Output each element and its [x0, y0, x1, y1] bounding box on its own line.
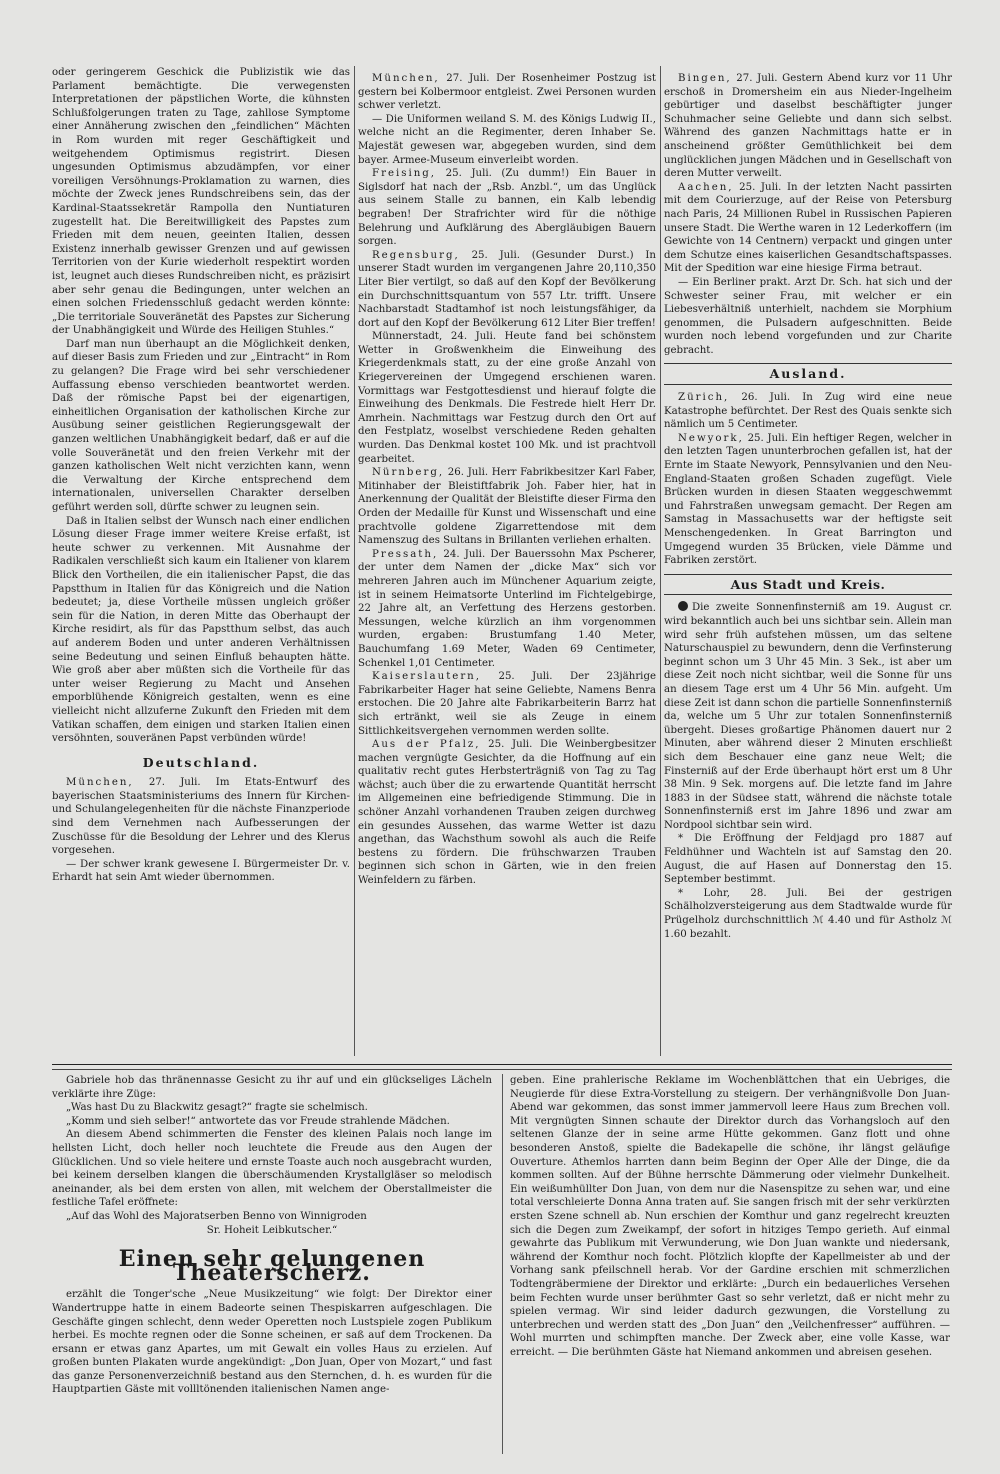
news-item: Münnerstadt, 24. Juli. Heute fand bei schönstem Wetter in Großwenkheim die Einweihung des Kriegerdenkmals statt, zu der eine große Anzahl von Kriegervereinen der Umgegend erschienen waren. Vormittags war Festgottesdienst und hierauf folgte die Einweihung des Denkmals. Die Festrede hielt Herr Dr. Amrhein. Nachmittags war Festzug durch den Ort auf den Festplatz, woselbst verschiedene Reden gehalten wurden. Das Denkmal kostet 100 Mk. und ist prachtvoll gearbeitet.: [358, 331, 656, 465]
column-divider: [354, 66, 355, 1056]
news-item: [664, 601, 952, 832]
dateline-place: Nürnberg,: [372, 467, 445, 479]
news-text: 26. Juli. In Zug wird eine neue Katastrophe befürchtet. Der Rest des Quais senkte sich nämlich um 5 Centimeter.: [664, 392, 952, 431]
feuilleton-column-1: [52, 1074, 492, 1464]
column-divider: [502, 1074, 503, 1454]
dateline-place: Freising,: [372, 168, 437, 180]
dateline-place: Newyork,: [678, 432, 744, 444]
dateline-place: Regensburg,: [372, 249, 460, 261]
news-item: [358, 249, 656, 331]
dateline-place: München,: [66, 777, 134, 789]
dateline-place: München,: [372, 73, 440, 84]
column-divider: [660, 66, 661, 1056]
toast-line: „Auf das Wohl des Majoratserben Benno von Winnigroden: [66, 1210, 367, 1222]
news-text: 25. Juli. Ein heftiger Regen, welcher in den letzten Tagen ununterbrochen gefallen ist, hat der Ernte im Staate Newyork, Pennsylvanien und den Neu-England-Staaten großen Schaden zugefügt. Viele Brücken wurden in diesen Staaten weggeschwemmt und Fahrstraßen unwegsam gemacht. Der Regen am Samstag in Massachusetts war der heftigste seit Menschengedenken. In Great Barrington und Umgegend wurden 35 Brücken, viele Dämme und Fabriken zerstört.: [664, 432, 952, 567]
news-item: [358, 167, 656, 249]
news-item: [664, 181, 952, 276]
section-heading-deutschland: Deutschland.: [142, 754, 260, 770]
solid-circle-icon: [678, 601, 688, 611]
dateline-place: Zürich,: [678, 392, 730, 404]
news-item: [358, 72, 656, 113]
story-headline: Einen sehr gelungenen Theaterscherz.: [118, 1246, 426, 1286]
signature-line: Sr. Hoheit Leibkutscher.“: [206, 1224, 338, 1236]
article-paragraph: Daß in Italien selbst der Wunsch nach einer endlichen Lösung dieser Frage immer weitere Kreise erfaßt, ist heute schwer zu verkennen. Mit Ausnahme der Radikalen verschließt sich kaum ein Italiener von klarem Blick den Vortheilen, die ein italienischer Papst, die das Papstthum in Italien für das Königreich und die Nation bedeutet; ja, diese Vortheile müssen ungleich größer sein für die Nation, in deren Mitte das Oberhaupt der Kirche residirt, als für das Papstthum selbst, das auch auf anderem Boden und unter anderen Verhältnissen seine Bedeutung und seinen Einfluß behaupten hätte. Wie groß aber aber müßten sich die Vortheile für das unter weiser Regierung zu Macht und Ansehen emporblühende Königreich gestalten, wenn es eine vielleicht nicht allzuferne Zukunft den Frieden mit dem Vatikan schaffen, dem einigen und starken Italien einen versöhnten, souveränen Papst verbünden würde!: [52, 515, 350, 745]
news-text: 27. Juli. Der Rosenheimer Postzug ist gestern bei Kolbermoor entgleist. Zwei Personen wurden schwer verletzt.: [358, 73, 656, 112]
column-3: [664, 72, 952, 1062]
story-paragraph: Gabriele hob das thränennasse Gesicht zu ihr auf und ein glückseliges Lächeln verklärte ihre Züge:: [52, 1075, 492, 1100]
news-text: 25. Juli. Der 23jährige Fabrikarbeiter Hager hat seine Geliebte, Namens Benra erstochen. Die 20 Jahre alte Fabrikarbeiterin Barrz hat sich ertränkt, weil sie als Zeuge in einem Sittlichkeitsvergehen vernommen werden sollte.: [358, 671, 656, 737]
news-text: 25. Juli. In der letzten Nacht passirten mit dem Courierzuge, auf der Reise von Petersburg nach Paris, 24 Millionen Rubel in Russischen Papieren unsere Stadt. Die Werthe waren in 12 Lederkoffern (im Gewichte von 14 Centnern) verpackt und gingen unter dem Schutze eines kaiserlichen Gesandtschaftspasses. Mit der Spedition war eine hiesige Firma betraut.: [664, 181, 952, 275]
dateline-place: Aus der Pfalz,: [372, 739, 481, 751]
news-text: 25. Juli. (Zu dumm!) Ein Bauer in Siglsdorf hat nach der „Rsb. Anzbl.“, um das Unglück aus seinem Stalle zu bannen, ein Kalb lebendig begraben! Der Strafrichter wird für die nöthige Belehrung und Aufklärung des Abergläubigen Bauern sorgen.: [358, 168, 656, 248]
news-item: — Der schwer krank gewesene I. Bürgermeister Dr. v. Erhardt hat sein Amt wieder übernommen.: [52, 858, 350, 884]
news-item: — Ein Berliner prakt. Arzt Dr. Sch. hat sich und der Schwester seiner Frau, mit welcher er ein Liebesverhältniß unterhielt, nachdem sie Morphium genommen, die Pulsadern aufgeschnitten. Beide wurden noch lebend vorgefunden und zur Charite gebracht.: [664, 276, 952, 356]
feuilleton-divider: [52, 1064, 952, 1070]
story-paragraph: An diesem Abend schimmerten die Fenster des kleinen Palais noch lange im hellsten Licht, doch heller noch leuchtete die Freude aus den Augen der Glücklichen. Und so viele heitere und ernste Toaste auch noch ausgebracht wurden, bei keinem derselben klangen die überschäumenden Krystallgläser so melodisch aneinander, als bei dem ersten von allen, mit welchem der Oberstallmeister die festliche Tafel eröffnete:: [52, 1129, 492, 1209]
news-text: 25. Juli. (Gesunder Durst.) In unserer Stadt wurden im vergangenen Jahre 20,110,350 Liter Bier vertilgt, so daß auf den Kopf der Bevölkerung ein Durchschnittsquantum von 557 Ltr. trifft. Unsere Nachbarstadt Stadtamhof ist noch leistungsfähiger, da dort auf den Kopf der Bevölkerung 612 Liter Bier treffen!: [358, 249, 656, 329]
story-paragraph: „Komm und sieh selber!“ antwortete das vor Freude strahlende Mädchen.: [66, 1115, 450, 1127]
news-text: 26. Juli. Herr Fabrikbesitzer Karl Faber, Mitinhaber der Bleistiftfabrik Joh. Faber hier, hat in Anerkennung der Qualität der Bleistifte dieser Firma den Orden der Medaille für Kunst und Wissenschaft und eine prachtvolle goldene Zigarrettendose mit dem Namenszug des Sultans in Brillanten verliehen erhalten.: [358, 467, 656, 547]
article-paragraph: Darf man nun überhaupt an die Möglichkeit denken, auf dieser Basis zum Frieden und zur „Eintracht“ in Rom zu gelangen? Die Frage wird bei sehr verschiedener Auffassung ebenso verschieden beantwortet werden. Daß der römische Papst bei der eigenartigen, einheitlichen Organisation der katholischen Kirche zur Ausübung seiner geistlichen Regierungsgewalt der ganzen weltlichen Unabhängigkeit bedarf, daß er auf die volle Souveränetät und den freien Verkehr mit der ganzen katholischen Welt nicht verzichten kann, wenn die Verwaltung der Kirche entsprechend dem internationalen, universellen Charakter derselben geführt werden soll, dürfte schwer zu leugnen sein.: [52, 338, 350, 513]
section-heading-ausland: Ausland.: [664, 363, 952, 385]
story-paragraph: geben. Eine prahlerische Reklame im Wochenblättchen that ein Uebriges, die Neugierde für diese Extra-Vorstellung zu steigern. Der verhängnißvolle Don Juan-Abend war gekommen, das sonst immer jammervoll leere Haus zum Brechen voll. Mit vergnügten Sinnen schaute der Direktor durch das Vorhangsloch auf den seltenen Glanze der in seine arme Hütte gekommen. Ganz flott und ohne besonderen Anstoß, spielte die Badekapelle die schöne, ihr längst geläufige Ouverture. Athemlos harrten dann beim Beginn der Oper Alle der Dinge, die da kommen sollten. Auf der Bühne herrschte Dämmerung oder vielmehr Dunkelheit. Ein weißumhüllter Don Juan, von dem nur die Nasenspitze zu sehen war, und eine total verschleierte Donna Anna traten auf. Sie sangen frisch mit der sehr verkürzten ersten Szene schnell ab. Nun erschien der Komthur und ganz regelrecht kreuzten sich die Degen zum Zweikampf, der sofort in hitziges Tempo gerieth. Auf einmal gewahrte das Publikum mit Verwunderung, wie Don Juan wankte und niedersank, während der Komthur noch focht. Plötzlich klopfte der Kapellmeister ab und der Vorhang sank pfeilschnell herab. Vor der Gardine erschien mit schmerzlichen Todtengräbermiene der Direktor und erklärte: „Durch ein bedauerliches Versehen beim Fechten wurde unser berühmter Gast so sehr verletzt, daß er nicht mehr zu spielen vermag. Wir sind leider dadurch gezwungen, die Vorstellung zu unterbrechen und werden statt des „Don Juan“ den „Veilchenfresser“ aufführen. — Wohl murrten und schimpften manche. Der Zweck aber, eine volle Kasse, war erreicht. — Die berühmten Gäste hat Niemand ankommen und abreisen gesehen.: [510, 1075, 950, 1358]
story-paragraph: erzählt die Tonger'sche „Neue Musikzeitung“ wie folgt: Der Direktor einer Wandertruppe hatte in einem Badeorte seinen Thespiskarren aufgeschlagen. Die Geschäfte gingen schlecht, denn weder Operetten noch Lustspiele zogen Publikum herbei. Es mochte regnen oder die Sonne scheinen, er saß auf dem Trockenen. Da ersann er etwas ganz Apartes, um mit Gewalt ein volles Haus zu erzielen. Auf großen bunten Plakaten wurde angekündigt: „Don Juan, Oper von Mozart,“ und fast das ganze Personenverzeichniß bestand aus den Sternchen, d. h. es wurden für die Hauptpartien Gäste mit vollltönenden italienischen Namen ange-: [52, 1289, 492, 1396]
story-paragraph: „Was hast Du zu Blackwitz gesagt?“ fragte sie schelmisch.: [66, 1102, 368, 1114]
news-item: [358, 738, 656, 888]
feuilleton-section: [52, 1074, 952, 1464]
news-item: * Die Eröffnung der Feldjagd pro 1887 auf Feldhühner und Wachteln ist auf Samstag den 20. August, die auf Hasen auf Donnerstag den 15. September bestimmt.: [664, 833, 952, 886]
news-item: [664, 391, 952, 432]
news-item: — Die Uniformen weiland S. M. des Königs Ludwig II., welche nicht an die Regimenter, deren Inhaber Se. Majestät gewesen war, abgegeben wurden, sind dem bayer. Armee-Museum einverleibt worden.: [358, 113, 656, 166]
news-item: [664, 72, 952, 181]
dateline-place: Aachen,: [678, 181, 734, 193]
news-section: [52, 66, 952, 1061]
dateline-place: Pressath,: [372, 548, 439, 560]
news-item: * Lohr, 28. Juli. Bei der gestrigen Schälholzversteigerung aus dem Stadtwalde wurde für Prügelholz durchschnittlich ℳ 4.40 und für Astholz ℳ 1.60 bezahlt.: [664, 887, 952, 940]
section-heading-stadt-und-kreis: Aus Stadt und Kreis.: [664, 574, 952, 596]
dateline-place: Kaiserslautern,: [372, 671, 481, 683]
news-item: [358, 670, 656, 738]
news-item: [52, 776, 350, 858]
column-2: [358, 72, 656, 1062]
news-text: 27. Juli. Im Etats-Entwurf des bayerischen Staatsministeriums des Innern für Kirchen- und Schulangelegenheiten für die nächste Finanzperiode sind dem Vernehmen nach Aufbesserungen der Zuschüsse für die Besoldung der Lehrer und des Klerus vorgesehen.: [52, 777, 350, 857]
column-1: [52, 66, 350, 1061]
news-item: [664, 432, 952, 568]
feuilleton-column-2: [510, 1074, 950, 1464]
news-text: 27. Juli. Gestern Abend kurz vor 11 Uhr erschoß in Dromersheim ein aus Nieder-Ingelheim gebürtiger und daselbst beschäftigter junger Schuhmacher seine Geliebte und dann sich selbst. Während des ganzen Nachmittags hatte er in anscheinend größter Gemüthlichkeit bei dem unglücklichen jungen Mädchen und in Gesellschaft von deren Mutter verweilt.: [664, 73, 952, 180]
dateline-place: Bingen,: [678, 73, 732, 84]
news-item: [358, 466, 656, 548]
news-item: [358, 548, 656, 670]
article-paragraph: oder geringerem Geschick die Publizistik wie das Parlament bemächtigte. Die verwegensten Interpretationen der päpstlichen Worte, die kühnsten Schlußfolgerungen traten zu Tage, zahllose Symptome einer Annäherung zwischen den „feindlichen“ Mächten in Rom wurden mit reger Geschäftigkeit und weitgehendem Optimismus registrirt. Diesen ungesunden Optimismus abzudämpfen, vor einer voreiligen Versöhnungs-Proklamation zu warnen, dies möchte der Zweck jenes Rundschreibens sein, das der Kardinal-Staatssekretär Rampolla den Nuntiaturen zugestellt hat. Die Bereitwilligkeit des Papstes zum Frieden mit dem neuen, geeinten Italien, dessen Existenz innerhalb gewisser Grenzen und auf gewissen Territorien von der Kurie wiederholt respektirt worden ist, leugnet auch dieses Rundschreiben nicht, es präzisirt aber sehr genau die Bedingungen, unter welchen an einen solchen Friedensschluß gedacht werden könnte: „Die territoriale Souveränetät des Papstes zur Sicherung der Unabhängigkeit und Würde des Heiligen Stuhles.“: [52, 67, 350, 337]
news-text: Die zweite Sonnenfinsterniß am 19. August cr. wird bekanntlich auch bei uns sichtbar sein. Allein man wird sehr früh aufstehen müssen, um das seltene Naturschauspiel zu bewundern, denn die Verfinsterung beginnt schon um 3 Uhr 45 Min. 3 Sek., ist aber um diese Zeit noch nicht sichtbar, weil die Sonne für uns an diesem Tage erst um 4 Uhr 56 Min. aufgeht. Um diese Zeit ist dann schon die partielle Sonnenfinsterniß da, welche um 5 Uhr zur totalen Sonnenfinsterniß übergeht. Dieses großartige Phänomen dauert nur 2 Minuten, aber während dieser 2 Minuten erschließt sich dem Beschauer eine ganz neue Welt; die Finsterniß auf der Erde überhaupt hört erst um 8 Uhr 38 Min. 9 Sek. morgens auf. Die letzte fand im Jahre 1883 in der Südsee statt, während die nächste totale Sonnenfinsterniß erst im Jahre 1896 und zwar am Nordpool sichtbar sein wird.: [664, 602, 952, 831]
news-text: 24. Juli. Der Bauerssohn Max Pscherer, der unter dem Namen der „dicke Max“ sich vor mehreren Jahren auch im Münchener Aquarium zeigte, ist in seinem Heimatsorte Unterlind im Fichtelgebirge, 22 Jahre alt, an Verfettung des Herzens gestorben. Messungen, welche kürzlich an ihm vorgenommen wurden, ergaben: Brustumfang 1.40 Meter, Bauchumfang 1.69 Meter, Waden 69 Centimeter, Schenkel 1,01 Centimeter.: [358, 548, 656, 669]
news-text: 25. Juli. Die Weinbergbesitzer machen vergnügte Gesichter, da die Hoffnung auf ein qualitativ recht gutes Herbsterträgniß von Tag zu Tag wächst; auch über die zu erwartende Quantität herrscht im Allgemeinen eine befriedigende Stimmung. Die in schöner Anzahl vorhandenen Trauben zeigen durchweg ein gesundes Aussehen, das warme Wetter ist dazu angethan, das Wachsthum sowohl als auch die Reife bestens zu fördern. Die frühschwarzen Trauben beginnen sich schon in Gärten, wie in den freien Weinfeldern zu färben.: [358, 739, 656, 887]
